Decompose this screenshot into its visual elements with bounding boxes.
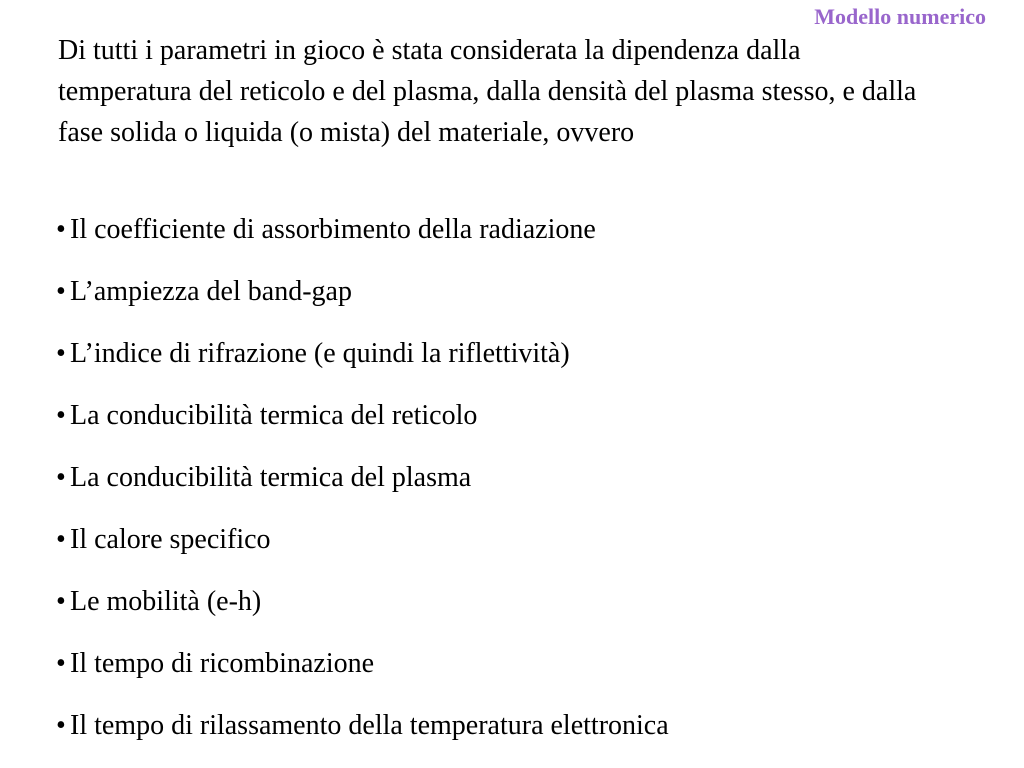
bullet-icon: • xyxy=(56,276,66,307)
list-item-text: La conducibilità termica del reticolo xyxy=(70,400,478,431)
list-item xyxy=(56,274,669,310)
bullet-icon: • xyxy=(56,338,66,369)
bullet-icon: • xyxy=(56,214,66,245)
list-item-text: Il calore specifico xyxy=(70,524,271,555)
list-item-text: L’indice di rifrazione (e quindi la riflettività) xyxy=(70,338,570,369)
bullet-icon: • xyxy=(56,648,66,679)
bullet-icon: • xyxy=(56,400,66,431)
list-item-text: La conducibilità termica del plasma xyxy=(70,462,472,493)
list-item-text: Le mobilità (e-h) xyxy=(70,586,262,617)
bullet-icon: • xyxy=(56,524,66,555)
list-item xyxy=(56,398,669,434)
slide-section-title: Modello numerico xyxy=(814,4,986,29)
parameter-list xyxy=(56,212,669,768)
list-item xyxy=(56,522,669,558)
list-item xyxy=(56,460,669,496)
list-item xyxy=(56,646,669,682)
intro-paragraph: Di tutti i parametri in gioco è stata considerata la dipendenza dalla temperatura del reticolo e del plasma, dalla densità del plasma stesso, e dalla fase solida o liquida (o mista) del materiale, ovvero xyxy=(58,35,917,148)
bullet-icon: • xyxy=(56,586,66,617)
list-item-text: Il coefficiente di assorbimento della radiazione xyxy=(70,214,596,245)
list-item xyxy=(56,708,669,744)
list-item-text: Il tempo di ricombinazione xyxy=(70,648,375,679)
list-item xyxy=(56,336,669,372)
bullet-icon: • xyxy=(56,462,66,493)
bullet-icon: • xyxy=(56,710,66,741)
list-item-text: Il tempo di rilassamento della temperatura elettronica xyxy=(70,710,669,741)
list-item-text: L’ampiezza del band-gap xyxy=(70,276,352,307)
list-item xyxy=(56,584,669,620)
list-item xyxy=(56,212,669,248)
